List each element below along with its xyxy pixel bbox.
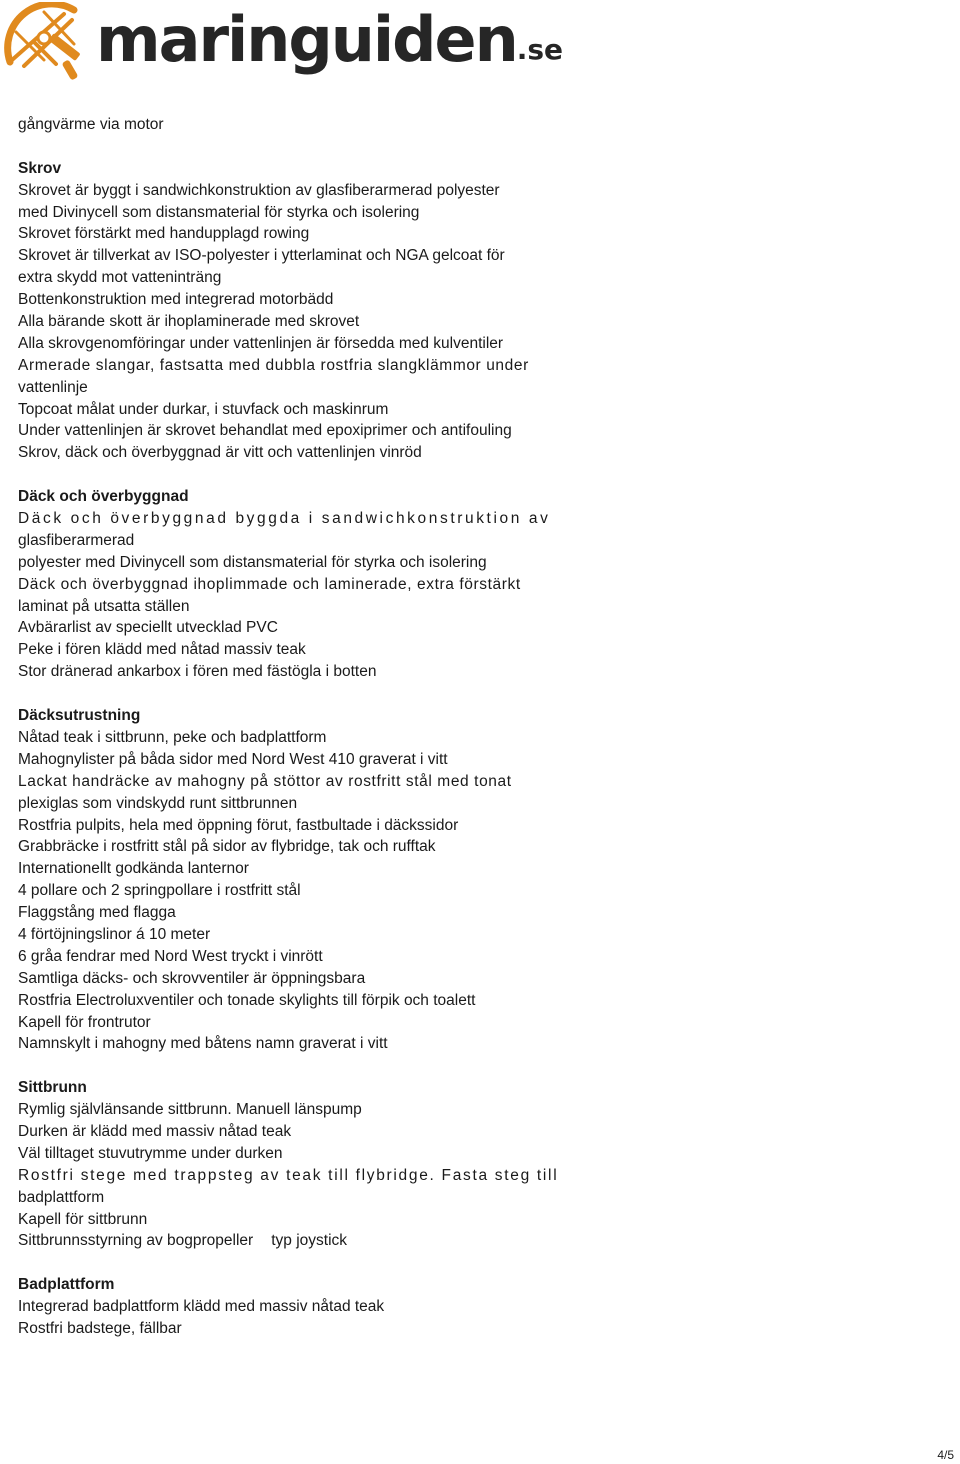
site-logo[interactable] xyxy=(4,2,564,84)
dack-line: Peke i fören klädd med nåtad massiv teak xyxy=(18,641,306,659)
sittbrunn-line-joystick xyxy=(18,1230,658,1252)
logo-tld: .se xyxy=(516,33,564,66)
skrov-line: Skrov, däck och överbyggnad är vitt och vattenlinjen vinröd xyxy=(18,444,422,462)
dacksutrustning-line: 4 förtöjningslinor á 10 meter xyxy=(18,925,211,943)
sittbrunn-line: Kapell för sittbrunn xyxy=(18,1210,148,1228)
skrov-line: Alla skrovgenomföringar under vattenlinjen är försedda med kulventiler xyxy=(18,334,504,352)
section-heading-badplattform: Badplattform xyxy=(18,1276,115,1294)
dacksutrustning-line: Lackat handräcke av mahogny på stöttor av rostfritt stål med tonat xyxy=(18,772,512,790)
dack-line: Däck och överbyggnad byggda i sandwichkonstruktion av xyxy=(18,510,551,528)
sittbrunn-line: Väl tilltaget stuvutrymme under durken xyxy=(18,1144,283,1162)
dacksutrustning-line: 4 pollare och 2 springpollare i rostfritt stål xyxy=(18,882,301,900)
sittbrunn-line-left: Sittbrunnsstyrning av bogpropeller xyxy=(18,1232,254,1250)
skrov-line: Alla bärande skott är ihoplaminerade med skrovet xyxy=(18,313,360,331)
intro-text: gångvärme via motor xyxy=(18,116,164,133)
dacksutrustning-line: Samtliga däcks- och skrovventiler är öppningsbara xyxy=(18,969,366,987)
dacksutrustning-line: plexiglas som vindskydd runt sittbrunnen xyxy=(18,794,298,812)
dack-line: Avbärarlist av speciellt utvecklad PVC xyxy=(18,619,278,637)
page-number: 4/5 xyxy=(937,1448,954,1462)
dacksutrustning-line: Rostfria Electroluxventiler och tonade skylights till förpik och toalett xyxy=(18,991,476,1009)
dacksutrustning-line: Kapell för frontrutor xyxy=(18,1013,151,1031)
spacer xyxy=(18,1252,658,1274)
dacksutrustning-line: Grabbräcke i rostfritt stål på sidor av flybridge, tak och rufftak xyxy=(18,838,436,856)
dack-line: polyester med Divinycell som distansmaterial för styrka och isolering xyxy=(18,553,487,571)
spacer xyxy=(18,683,658,705)
logo-wordmark xyxy=(96,2,563,90)
sextant-icon xyxy=(4,2,96,84)
section-heading-dack: Däck och överbyggnad xyxy=(18,488,189,506)
skrov-line: extra skydd mot vatteninträng xyxy=(18,269,222,287)
dacksutrustning-line: Mahognylister på båda sidor med Nord West 410 graverat i vitt xyxy=(18,750,448,768)
logo-word: maringuiden xyxy=(96,3,517,76)
dack-line: laminat på utsatta ställen xyxy=(18,597,190,615)
dack-line: Stor dränerad ankarbox i fören med fästögla i botten xyxy=(18,663,377,681)
sittbrunn-line: Rostfri stege med trappsteg av teak till flybridge. Fasta steg till xyxy=(18,1166,559,1184)
document-body xyxy=(18,114,658,1340)
section-heading-dacksutrustning: Däcksutrustning xyxy=(18,707,141,725)
section-heading-skrov: Skrov xyxy=(18,159,62,177)
dack-line: Däck och överbyggnad ihoplimmade och laminerade, extra förstärkt xyxy=(18,575,521,593)
sittbrunn-line: Durken är klädd med massiv nåtad teak xyxy=(18,1122,292,1140)
spacer xyxy=(18,464,658,486)
sittbrunn-line: badplattform xyxy=(18,1188,105,1206)
dacksutrustning-line: 6 gråa fendrar med Nord West tryckt i vinrött xyxy=(18,947,323,965)
skrov-line: Topcoat målat under durkar, i stuvfack och maskinrum xyxy=(18,400,389,418)
skrov-line: med Divinycell som distansmaterial för styrka och isolering xyxy=(18,203,420,221)
dacksutrustning-line: Nåtad teak i sittbrunn, peke och badplattform xyxy=(18,728,327,746)
spacer xyxy=(18,136,658,158)
skrov-line: Skrovet förstärkt med handupplagd rowing xyxy=(18,225,310,243)
dacksutrustning-line: Rostfria pulpits, hela med öppning förut, fastbultade i däckssidor xyxy=(18,816,459,834)
sittbrunn-line-right: typ joystick xyxy=(271,1232,348,1250)
skrov-line: vattenlinje xyxy=(18,378,88,396)
spacer xyxy=(18,1055,658,1077)
sittbrunn-line: Rymlig självlänsande sittbrunn. Manuell länspump xyxy=(18,1101,362,1119)
badplattform-line: Integrerad badplattform klädd med massiv nåtad teak xyxy=(18,1298,385,1316)
dacksutrustning-line: Flaggstång med flagga xyxy=(18,904,176,922)
dacksutrustning-line: Namnskylt i mahogny med båtens namn graverat i vitt xyxy=(18,1035,388,1053)
section-heading-sittbrunn: Sittbrunn xyxy=(18,1079,87,1097)
skrov-line: Skrovet är tillverkat av ISO-polyester i ytterlaminat och NGA gelcoat för xyxy=(18,247,505,265)
dack-line: glasfiberarmerad xyxy=(18,531,135,549)
skrov-line: Bottenkonstruktion med integrerad motorbädd xyxy=(18,291,334,309)
skrov-line: Armerade slangar, fastsatta med dubbla rostfria slangklämmor under xyxy=(18,356,529,374)
badplattform-line: Rostfri badstege, fällbar xyxy=(18,1319,182,1337)
dacksutrustning-line: Internationellt godkända lanternor xyxy=(18,860,249,878)
skrov-line: Under vattenlinjen är skrovet behandlat med epoxiprimer och antifouling xyxy=(18,422,512,440)
skrov-line: Skrovet är byggt i sandwichkonstruktion av glasfiberarmerad polyester xyxy=(18,181,500,199)
